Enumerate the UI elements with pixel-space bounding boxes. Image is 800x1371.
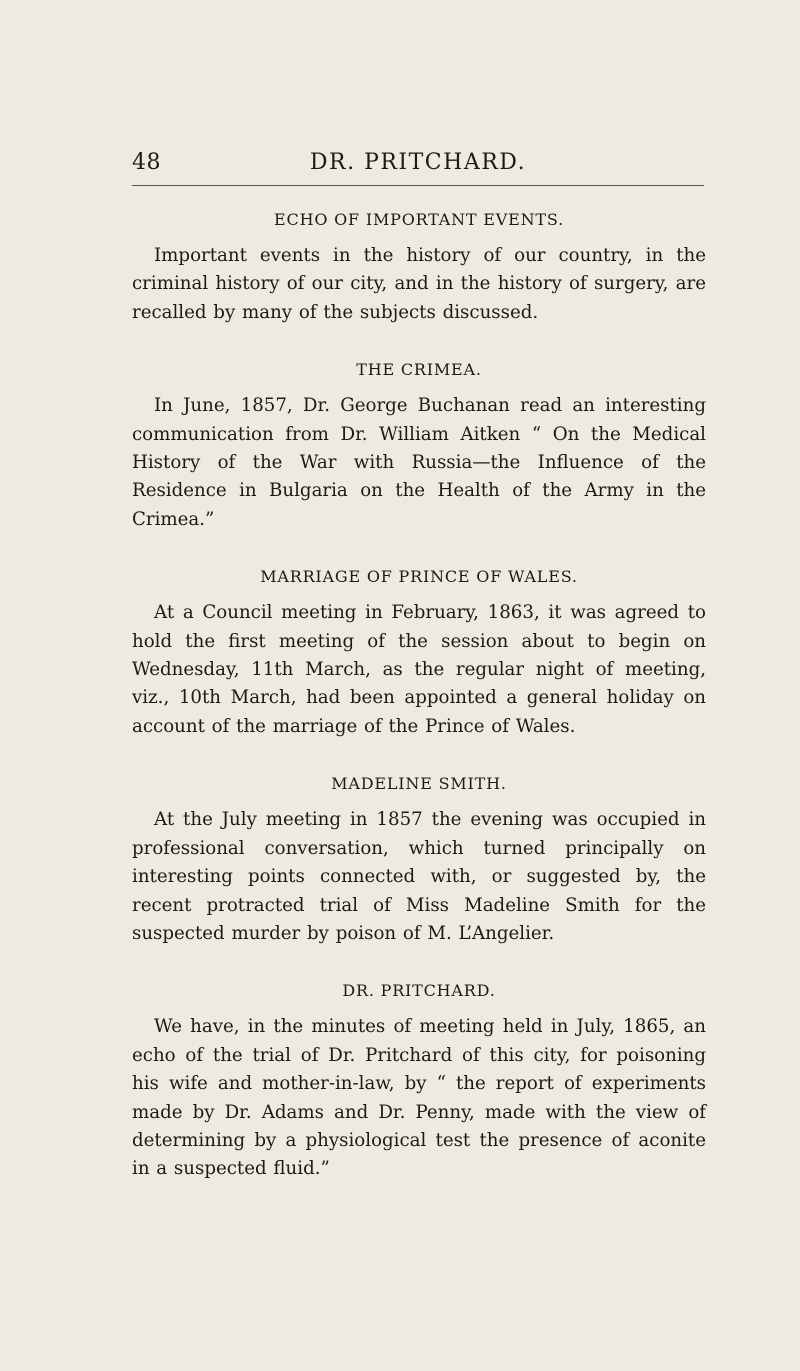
- running-head: DR. PRITCHARD.: [309, 150, 527, 175]
- section-heading: MARRIAGE OF PRINCE OF WALES.: [260, 567, 578, 587]
- page-header: [132, 150, 704, 178]
- section-echo: [132, 208, 706, 327]
- section-paragraph: At the July meeting in 1857 the evening was occupied in professional conversation, which turned principally on interesting points connected with, or suggested by, the recent protracted trial of Miss Madeline Smith for the suspected murder by poison of M. L’Angelier.: [132, 809, 706, 944]
- section-paragraph: At a Council meeting in February, 1863, it was agreed to hold the first meeting of the session about to begin on Wednesday, 11th March, as the regular night of meeting, viz., 10th March, had been appointed a general holiday on account of the marriage of the Prince of Wales.: [132, 602, 706, 737]
- section-paragraph: In June, 1857, Dr. George Buchanan read an interesting communication from Dr. William Aitken “ On the Medical History of the War with Russia—the Influence of the Residence in Bulgaria on the Health of the Army in the Crimea.”: [132, 395, 706, 530]
- section-madeline-smith: [132, 772, 706, 948]
- section-heading: DR. PRITCHARD.: [342, 981, 496, 1001]
- page-number: 48: [132, 150, 161, 175]
- body-text: [132, 208, 706, 1215]
- section-heading: MADELINE SMITH.: [331, 774, 507, 794]
- section-paragraph: We have, in the minutes of meeting held in July, 1865, an echo of the trial of Dr. Pritchard of this city, for poisoning his wife and mother-in-law, by “ the report of experiments made by Dr. Adams and Dr. Penny, made with the view of determining by a physiological test the presence of aconite in a suspected fluid.”: [132, 1016, 706, 1180]
- section-heading: ECHO OF IMPORTANT EVENTS.: [274, 210, 564, 229]
- section-heading: THE CRIMEA.: [356, 360, 482, 380]
- section-marriage: [132, 565, 706, 741]
- header-rule: [132, 185, 704, 186]
- section-dr-pritchard: [132, 979, 706, 1183]
- section-paragraph: Important events in the history of our country, in the criminal history of our city, and in the history of surgery, are recalled by many of the subjects discussed.: [132, 245, 706, 323]
- section-crimea: [132, 358, 706, 534]
